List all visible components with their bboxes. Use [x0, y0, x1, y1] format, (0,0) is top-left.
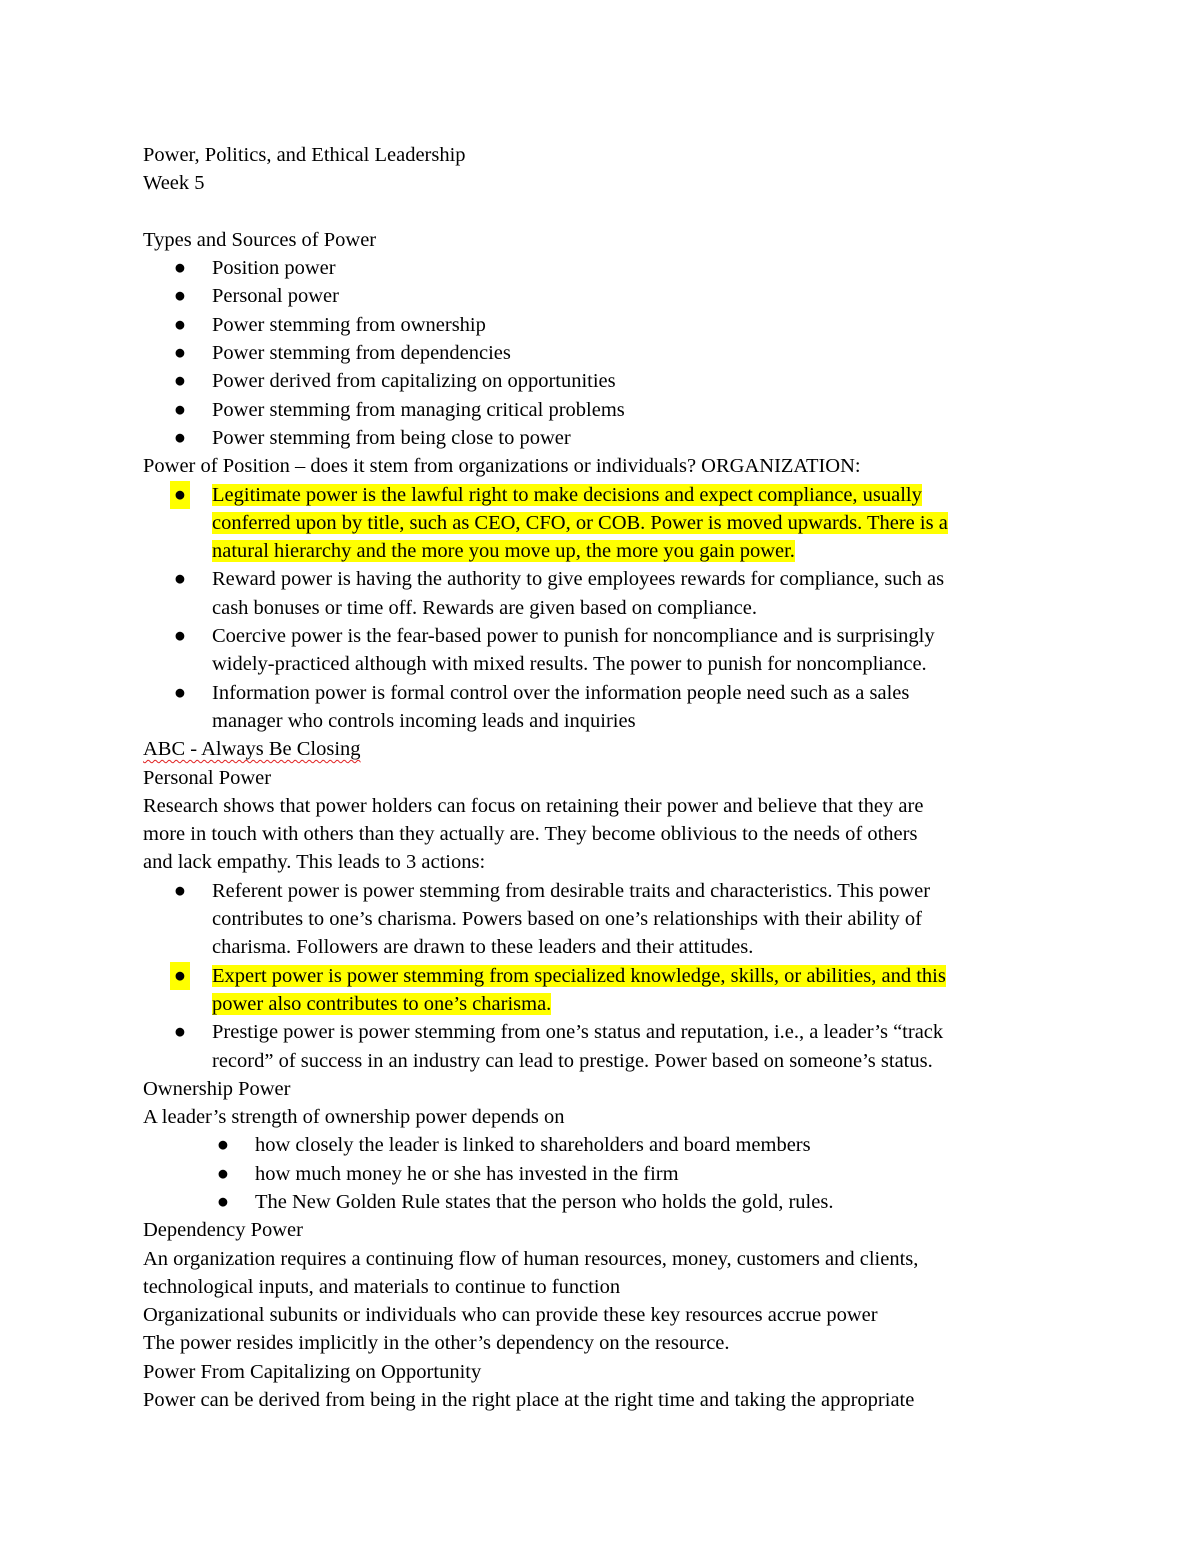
bullet-icon: ● [173, 370, 187, 393]
ownership-heading: Ownership Power [143, 1077, 291, 1100]
bullet-icon: ● [170, 962, 190, 990]
document-title: Power, Politics, and Ethical Leadership [143, 144, 466, 166]
bullet-icon: ● [173, 257, 187, 280]
week-label: Week 5 [143, 172, 205, 195]
bullet-icon: ● [173, 568, 187, 591]
list-item: ● how much money he or she has invested in the firm [143, 1160, 1073, 1188]
personal-intro-line: and lack empathy. This leads to 3 actions: [143, 851, 486, 874]
bullet-icon: ● [216, 1162, 230, 1185]
personal-heading: Personal Power [143, 766, 272, 789]
list-item-reward-power: ● Reward power is having the authority to give employees rewards for compliance, such as cash bonuses or time off. Rewards are given based on compliance. [143, 565, 1073, 622]
list-item: ● how closely the leader is linked to shareholders and board members [143, 1131, 1073, 1159]
list-item: ● Power stemming from managing critical problems [143, 396, 1073, 424]
bullet-icon: ● [173, 313, 187, 336]
dependency-line: An organization requires a continuing flow of human resources, money, customers and clients, [143, 1247, 919, 1270]
document-body [143, 141, 1073, 1414]
dependency-line: The power resides implicitly in the other’s dependency on the resource. [143, 1332, 730, 1355]
position-heading: Power of Position – does it stem from organizations or individuals? ORGANIZATION: [143, 455, 861, 478]
blank-line [143, 198, 1073, 226]
list-item-legitimate-power: ● Legitimate power is the lawful right to make decisions and expect compliance, usually conferred upon by title, such as CEO, CFO, or COB. Power is moved upwards. There is a natural hierarchy and the more you move up, the more you gain power. [143, 481, 1073, 566]
position-list [143, 481, 1073, 736]
dependency-heading: Dependency Power [143, 1219, 303, 1242]
bullet-icon: ● [173, 681, 187, 704]
bullet-icon: ● [216, 1190, 230, 1213]
bullet-icon: ● [173, 879, 187, 902]
types-list [143, 254, 1073, 452]
bullet-icon: ● [173, 398, 187, 421]
bullet-icon: ● [173, 1021, 187, 1044]
list-item-prestige-power: ● Prestige power is power stemming from one’s status and reputation, i.e., a leader’s “track record” of success in an industry can lead to prestige. Power based on someone’s status. [143, 1018, 1073, 1075]
bullet-icon: ● [173, 625, 187, 648]
list-item: ● Power stemming from ownership [143, 311, 1073, 339]
abc-note [143, 735, 1073, 763]
opportunity-line: Power can be derived from being in the right place at the right time and taking the appropriate [143, 1389, 915, 1412]
personal-intro-line: more in touch with others than they actually are. They become oblivious to the needs of others [143, 823, 918, 846]
bullet-icon: ● [173, 426, 187, 449]
opportunity-heading: Power From Capitalizing on Opportunity [143, 1360, 482, 1383]
ownership-list [143, 1131, 1073, 1216]
list-item: ● The New Golden Rule states that the person who holds the gold, rules. [143, 1188, 1073, 1216]
list-item: ● Position power [143, 254, 1073, 282]
list-item: ● Personal power [143, 282, 1073, 310]
ownership-intro: A leader’s strength of ownership power depends on [143, 1106, 565, 1129]
personal-intro-line: Research shows that power holders can focus on retaining their power and believe that they are [143, 794, 924, 817]
list-item: ● Power derived from capitalizing on opportunities [143, 367, 1073, 395]
dependency-line: Organizational subunits or individuals who can provide these key resources accrue power [143, 1304, 878, 1327]
personal-list [143, 877, 1073, 1075]
bullet-icon: ● [173, 285, 187, 308]
types-heading: Types and Sources of Power [143, 228, 377, 251]
bullet-icon: ● [173, 342, 187, 365]
bullet-icon: ● [216, 1134, 230, 1157]
list-item: ● Power stemming from dependencies [143, 339, 1073, 367]
list-item-coercive-power: ● Coercive power is the fear-based power to punish for noncompliance and is surprisingly widely-practiced although with mixed results. The power to punish for noncompliance. [143, 622, 1073, 679]
dependency-line: technological inputs, and materials to continue to function [143, 1275, 621, 1298]
list-item-referent-power: ● Referent power is power stemming from desirable traits and characteristics. This power contributes to one’s charisma. Powers based on one’s relationships with their ability of charisma. Followers are drawn to these leaders and their attitudes. [143, 877, 1073, 962]
list-item-information-power: ● Information power is formal control over the information people need such as a sales manager who controls incoming leads and inquiries [143, 679, 1073, 736]
bullet-icon: ● [170, 481, 190, 509]
list-item-expert-power: ● Expert power is power stemming from specialized knowledge, skills, or abilities, and this power also contributes to one’s charisma. [143, 962, 1073, 1019]
list-item: ● Power stemming from being close to power [143, 424, 1073, 452]
spellcheck-underlined-text: ABC - Always Be Closing [143, 738, 361, 761]
